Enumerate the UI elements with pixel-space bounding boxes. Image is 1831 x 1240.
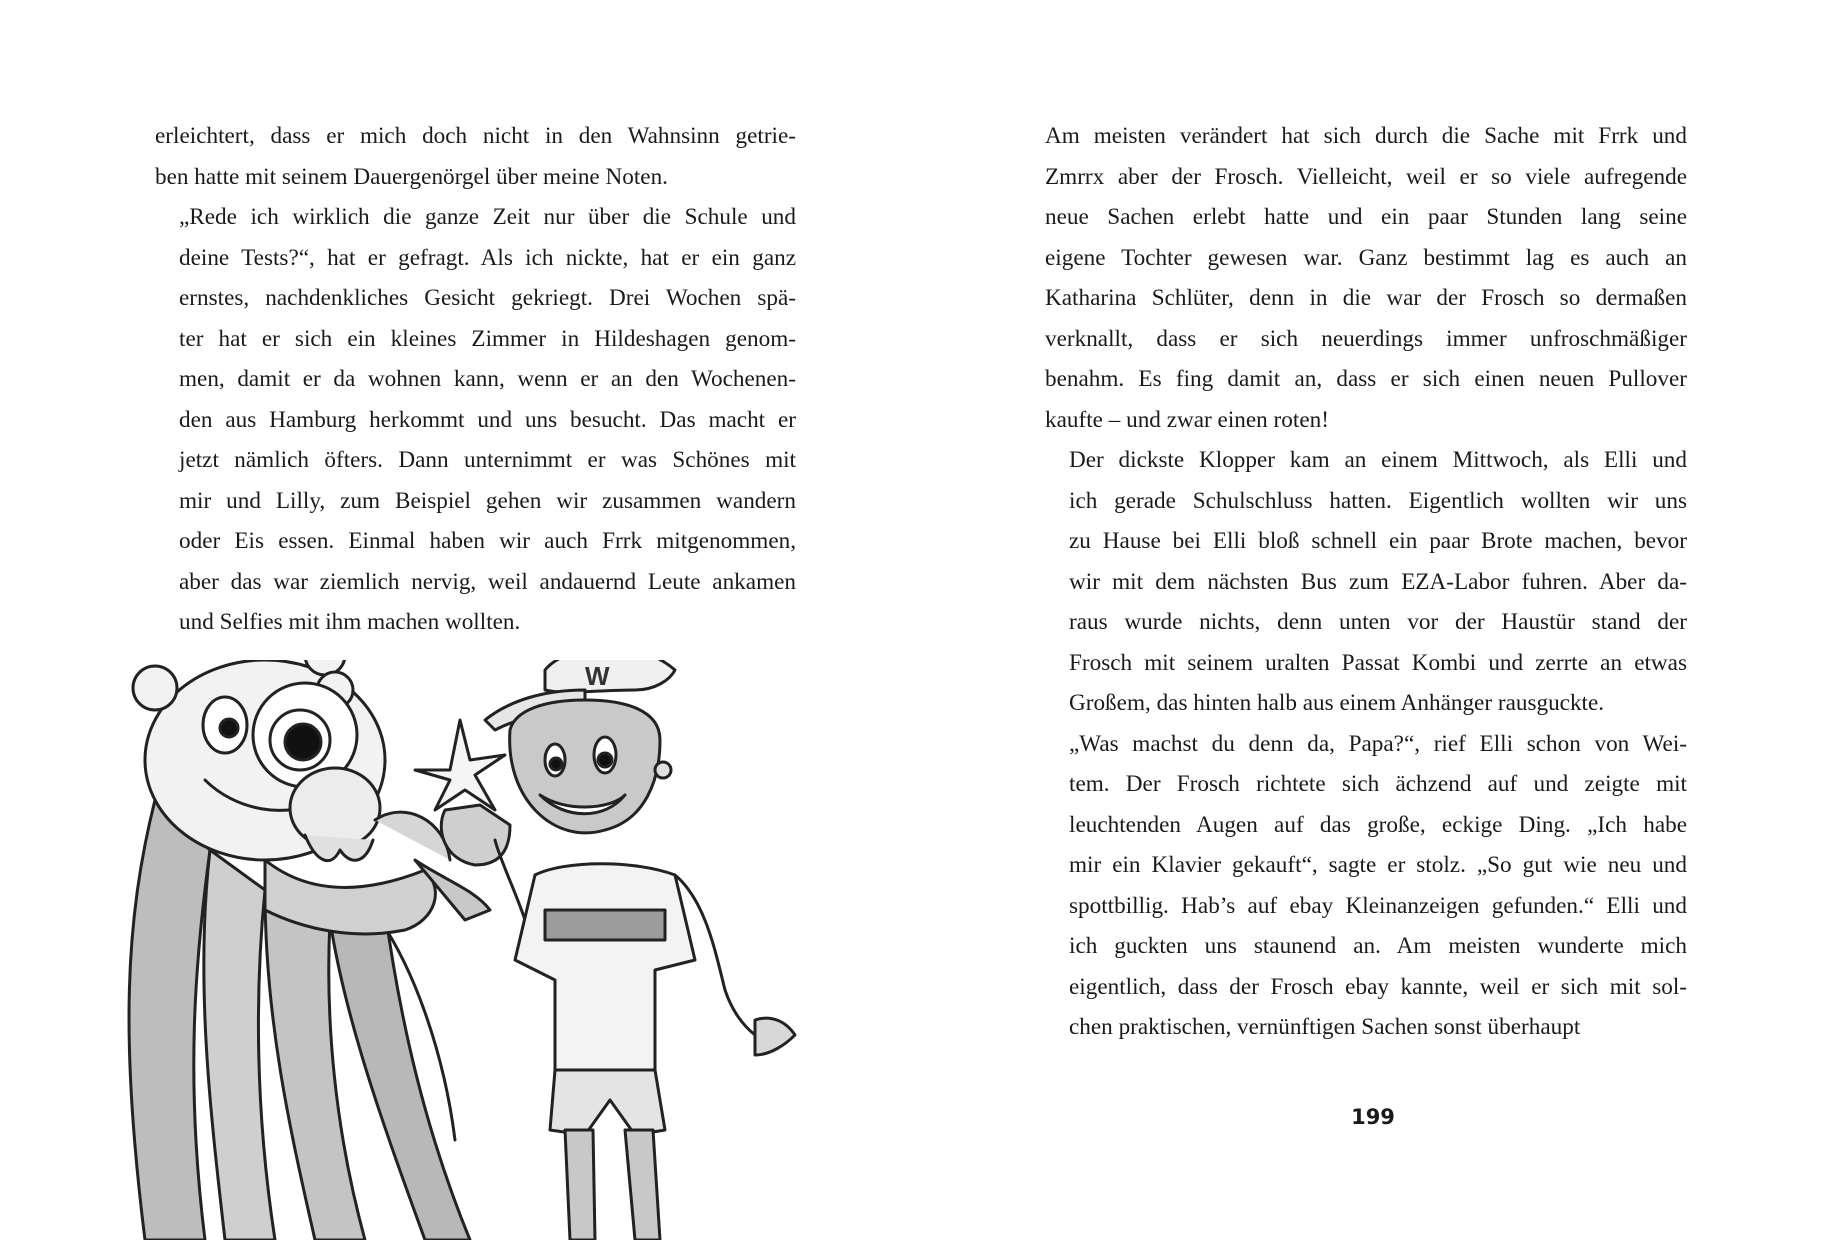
text-line: ich gerade Schulschluss hatten. Eigentlich wollten wir uns [1069, 487, 1687, 514]
text-line: mir und Lilly, zum Beispiel gehen wir zusammen wandern [179, 487, 796, 514]
right-page [915, 0, 1831, 1240]
text-line: ter hat er sich ein kleines Zimmer in Hildeshagen genom- [179, 325, 796, 352]
text-line: benahm. Es fing damit an, dass er sich einen neuen Pullover [1045, 366, 1687, 392]
text-line: oder Eis essen. Einmal haben wir auch Frrk mitgenommen, [179, 528, 796, 554]
text-line: verknallt, dass er sich neuerdings immer unfroschmäßiger [1045, 325, 1687, 352]
text-line: Katharina Schlüter, denn in die war der Frosch so dermaßen [1045, 285, 1687, 311]
text-line: erleichtert, dass er mich doch nicht in den Wahnsinn getrie- [155, 123, 796, 149]
boy-with-cap-illustration [415, 660, 795, 1240]
text-line: raus wurde nichts, denn unten vor der Haustür stand der [1069, 609, 1687, 635]
text-line: tem. Der Frosch richtete sich ächzend auf und zeigte mit [1069, 771, 1687, 797]
page-number: 199 [1351, 1105, 1395, 1129]
text-line: Großem, das hinten halb aus einem Anhänger rausguckte. [1069, 690, 1605, 716]
text-line: Am meisten verändert hat sich durch die Sache mit Frrk und [1045, 123, 1687, 149]
text-line: ben hatte mit seinem Dauergenörgel über meine Noten. [155, 163, 668, 190]
illustration [115, 660, 915, 1240]
text-line: chen praktischen, vernünftigen Sachen sonst überhaupt [1069, 1014, 1581, 1040]
text-line: neue Sachen erlebt hatte und ein paar Stunden lang seine [1045, 204, 1687, 230]
text-line: deine Tests?“, hat er gefragt. Als ich nickte, hat er ein ganz [179, 244, 796, 271]
text-line: wir mit dem nächsten Bus zum EZA-Labor fuhren. Aber da- [1069, 568, 1687, 595]
text-line: ernstes, nachdenkliches Gesicht gekriegt. Drei Wochen spä- [179, 285, 796, 311]
text-line: „Rede ich wirklich die ganze Zeit nur über die Schule und [179, 204, 796, 230]
cap-logo: W [585, 661, 610, 691]
text-line: jetzt nämlich öfters. Dann unternimmt er was Schönes mit [179, 447, 796, 473]
text-line: „Was machst du denn da, Papa?“, rief Elli schon von Wei- [1069, 730, 1687, 757]
text-line: den aus Hamburg herkommt und uns besucht. Das macht er [179, 406, 796, 433]
text-line: leuchtenden Augen auf das große, eckige Ding. „Ich habe [1069, 811, 1687, 838]
text-line: kaufte – und zwar einen roten! [1045, 406, 1329, 433]
text-line: Der dickste Klopper kam an einem Mittwoch, als Elli und [1069, 447, 1687, 473]
right-page-text [1045, 116, 1687, 1048]
paragraph [1045, 116, 1687, 440]
text-line: men, damit er da wohnen kann, wenn er an den Wochenen- [179, 366, 796, 392]
paragraph [1045, 440, 1687, 724]
left-page [0, 0, 915, 1240]
text-line: Zmrrx aber der Frosch. Vielleicht, weil er so viele aufregende [1045, 163, 1687, 190]
text-line: aber das war ziemlich nervig, weil andauernd Leute ankamen [179, 568, 796, 595]
left-page-text [155, 116, 796, 643]
alien-creature-illustration [129, 660, 490, 1240]
paragraph [1045, 724, 1687, 1048]
paragraph [155, 116, 796, 197]
illustration-drawing [115, 660, 915, 1240]
text-line: spottbillig. Hab’s auf ebay Kleinanzeigen gefunden.“ Elli und [1069, 892, 1687, 919]
text-line: ich guckten uns staunend an. Am meisten wunderte mich [1069, 933, 1687, 959]
text-line: und Selfies mit ihm machen wollten. [179, 609, 521, 635]
text-line: eigene Tochter gewesen war. Ganz bestimmt lag es auch an [1045, 244, 1687, 271]
paragraph [155, 197, 796, 643]
text-line: mir ein Klavier gekauft“, sagte er stolz. „So gut wie neu und [1069, 852, 1687, 878]
text-line: zu Hause bei Elli bloß schnell ein paar Brote machen, bevor [1069, 528, 1687, 554]
text-line: Frosch mit seinem uralten Passat Kombi und zerrte an etwas [1069, 649, 1687, 676]
text-line: eigentlich, dass der Frosch ebay kannte, weil er sich mit sol- [1069, 973, 1687, 1000]
